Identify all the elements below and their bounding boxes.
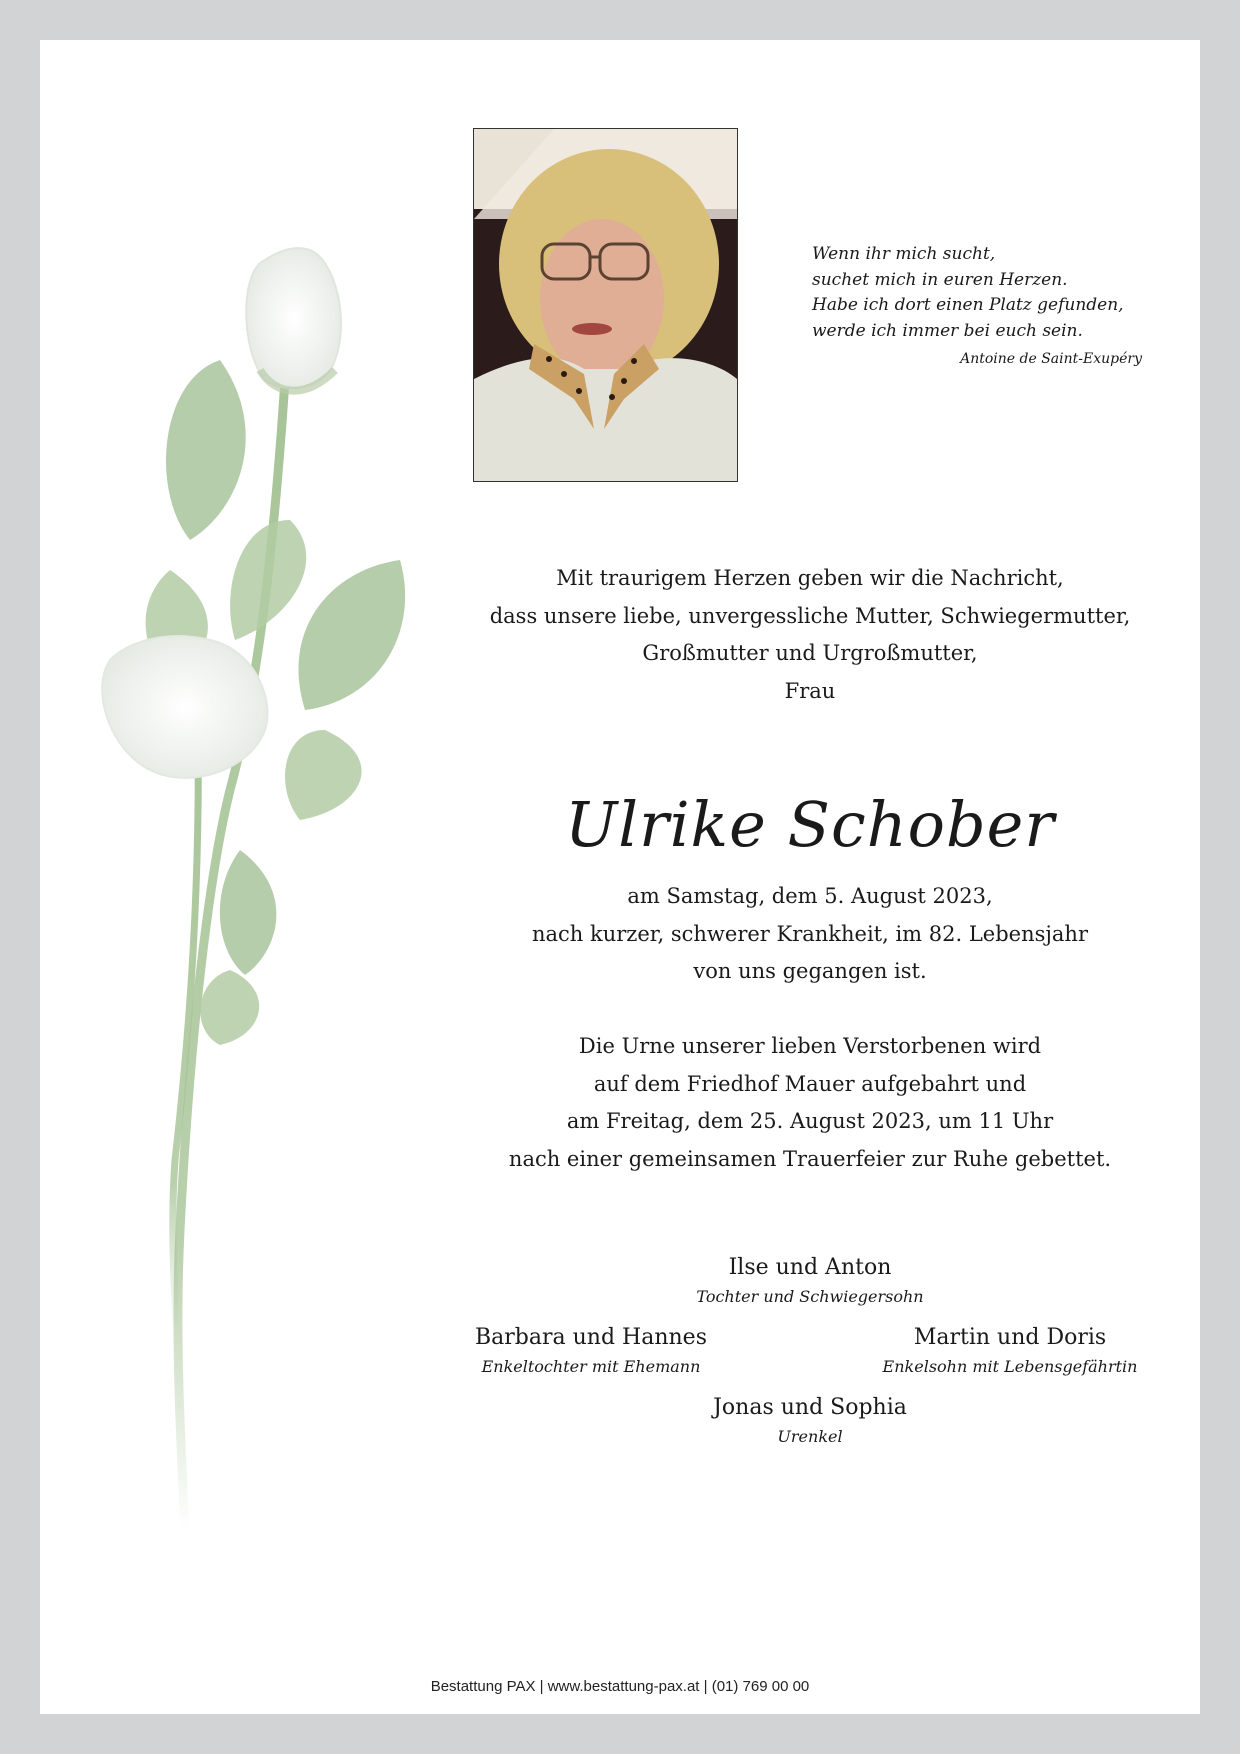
family-member-grandson <box>830 1322 1190 1380</box>
burial-line: Die Urne unserer lieben Verstorbenen wird <box>578 1034 1042 1058</box>
death-line: von uns gegangen ist. <box>693 959 927 983</box>
intro-line: Großmutter und Urgroßmutter, <box>642 641 978 665</box>
quote-line: werde ich immer bei euch sein. <box>812 320 1083 341</box>
family-relation: Enkeltochter mit Ehemann <box>481 1357 701 1376</box>
burial-line: am Freitag, dem 25. August 2023, um 11 Uhr <box>566 1109 1054 1133</box>
burial-notice <box>420 1028 1200 1178</box>
family-name: Martin und Doris <box>913 1325 1107 1350</box>
intro-line: dass unsere liebe, unvergessliche Mutter, Schwiegermutter, <box>489 603 1131 628</box>
family-member-granddaughter <box>436 1322 746 1380</box>
deceased-name: Ulrike Schober <box>565 788 1055 861</box>
intro-line: Frau <box>784 678 836 703</box>
family-name: Ilse und Anton <box>728 1255 892 1280</box>
intro-line: Mit traurigem Herzen geben wir die Nachricht, <box>556 566 1064 590</box>
quote-line: Wenn ihr mich sucht, <box>812 244 996 264</box>
quote-line: Habe ich dort einen Platz gefunden, <box>812 295 1124 315</box>
obituary-page <box>40 40 1200 1714</box>
family-member-daughter <box>420 1252 1200 1310</box>
family-member-great-grandchildren <box>420 1392 1200 1450</box>
portrait-photo <box>473 128 738 482</box>
portrait-image <box>474 129 737 481</box>
family-relation: Enkelsohn mit Lebensgefährtin <box>882 1357 1138 1376</box>
quote-author: Antoine de Saint-Exupéry <box>960 351 1142 367</box>
funeral-home-footer: Bestattung PAX | www.bestattung-pax.at | (01) 769 00 00 <box>430 1678 810 1695</box>
quote-line: suchet mich in euren Herzen. <box>812 269 1068 290</box>
death-line: am Samstag, dem 5. August 2023, <box>627 884 993 908</box>
burial-line: auf dem Friedhof Mauer aufgebahrt und <box>593 1071 1027 1096</box>
death-line: nach kurzer, schwerer Krankheit, im 82. Lebensjahr <box>532 921 1088 946</box>
family-relation: Urenkel <box>777 1427 843 1446</box>
family-name: Barbara und Hannes <box>475 1325 707 1350</box>
family-name: Jonas und Sophia <box>713 1395 907 1420</box>
family-relation: Tochter und Schwiegersohn <box>696 1287 924 1306</box>
announcement-intro <box>420 560 1200 710</box>
burial-line: nach einer gemeinsamen Trauerfeier zur Ruhe gebettet. <box>508 1146 1112 1171</box>
rose-illustration <box>80 230 460 1550</box>
memorial-quote <box>812 242 1192 373</box>
death-notice <box>420 878 1200 991</box>
